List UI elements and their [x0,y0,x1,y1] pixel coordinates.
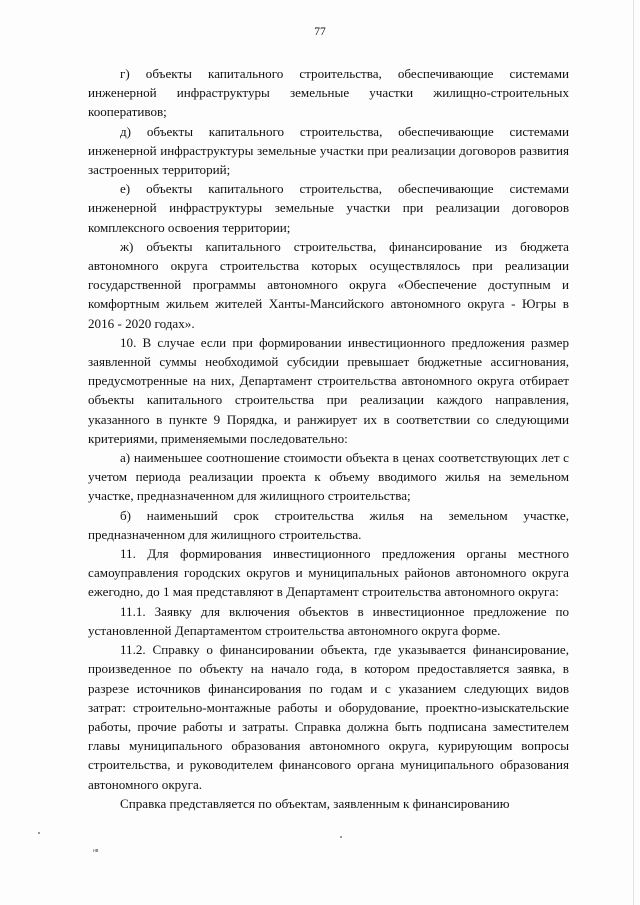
paragraph-clause-11: 11. Для формирования инвестиционного предложения органы местного самоуправления городских округов и муниципальных районов автономного округа ежегодно, до 1 мая представляют в Департамент строительства автономного округа: [88,546,569,600]
paragraph-certificate-note: Справка представляется по объектам, заявленным к финансированию [120,795,510,811]
paragraph-item-d: д) объекты капитального строительства, обеспечивающие системами инженерной инфраструктуры земельные участки при реализации договоров развития застроенных территорий; [88,123,569,178]
footer-initials: нв [93,848,99,854]
document-body [88,64,569,813]
paragraph-clause-11-2: 11.2. Справку о финансировании объекта, где указывается финансирование, произведенное по объекту на начало года, в котором предоставляется заявка, в разрезе источников финансирования по годам и с указанием следующих видов затрат: строительно-монтажные работы и оборудование, проектно-изыскательские работы, прочие работы и затраты. Справка должна быть подписана заместителем главы муниципального образования автономного округа, курирующим вопросы строительства, и руководителем финансового органа муниципального образования автономного округа. [88,642,569,792]
scan-edge-line [633,0,634,905]
paragraph-clause-10: 10. В случае если при формировании инвестиционного предложения размер заявленной суммы необходимой субсидии превышает бюджетные ассигнования, предусмотренные на них, Департамент строительства автономного округа отбирает объекты капитального строительства при реализации каждого направления, указанного в пункте 9 Порядка, и ранжирует их в соответствии со следующими критериями, применяемыми последовательно: [88,334,569,446]
paragraph-item-g: г) объекты капитального строительства, обеспечивающие системами инженерной инфраструктуры земельные участки жилищно-строительных кооперативов; [88,66,569,120]
paragraph-criterion-a: а) наименьшее соотношение стоимости объекта в ценах соответствующих лет с учетом периода реализации проекта к объему вводимого жилья на земельном участке, предназначенном для жилищного строительства; [88,450,569,504]
page-number: 77 [314,26,326,38]
paragraph-clause-11-1: 11.1. Заявку для включения объектов в инвестиционное предложение по установленной Департаментом строительства автономного округа форме. [88,603,569,638]
scan-speck [38,832,40,834]
scan-speck [340,836,342,838]
paragraph-item-zh: ж) объекты капитального строительства, финансирование из бюджета автономного округа строительства которых осуществлялось при реализации государственной программы автономного округа «Обеспечение доступным и комфортным жильем жителей Ханты-Мансийского автономного округа - Югры в 2016 - 2020 годах». [88,238,569,331]
paragraph-criterion-b: б) наименьший срок строительства жилья на земельном участке, предназначенном для жилищного строительства. [88,507,569,542]
paragraph-item-e: е) объекты капитального строительства, обеспечивающие системами инженерной инфраструктуры земельные участки при реализации договоров комплексного освоения территории; [88,181,569,235]
